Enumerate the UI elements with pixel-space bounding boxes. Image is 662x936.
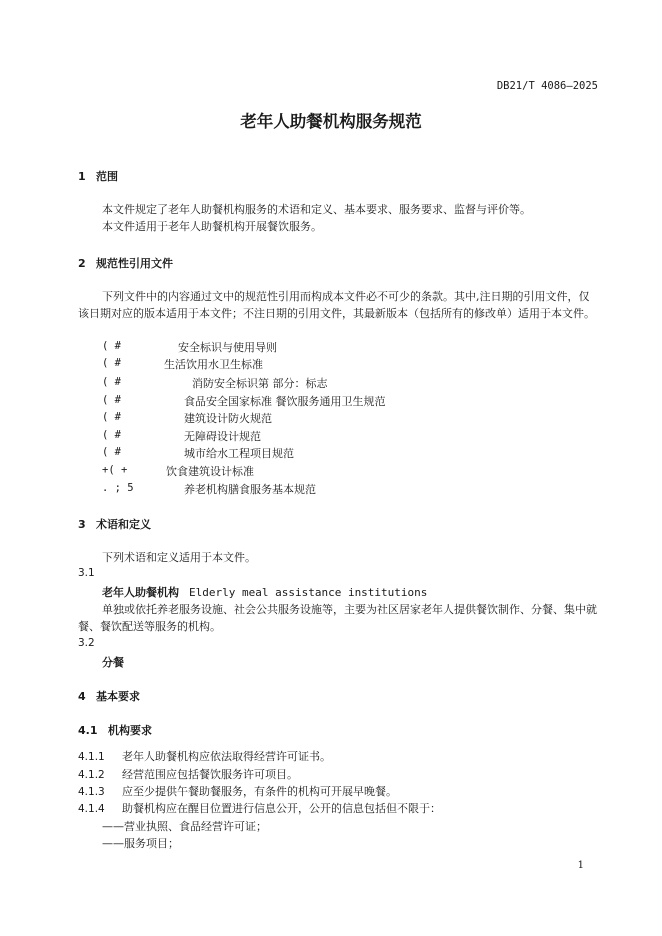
subsection-title: 机构要求 xyxy=(108,724,152,737)
reference-title: 安全标识与使用导则 xyxy=(178,341,277,354)
term-definition: 单独或依托养老服务设施、社会公共服务设施等，主要为社区居家老年人提供餐饮制作、分餐、集中就餐、餐饮配送等服务的机构。 xyxy=(78,603,597,633)
section-number: 3 xyxy=(78,518,86,531)
reference-code: ( # xyxy=(102,446,121,458)
clause xyxy=(78,800,441,816)
section-number: 2 xyxy=(78,257,86,270)
clause xyxy=(78,766,298,782)
clause xyxy=(78,748,331,764)
term-english: Elderly meal assistance institutions xyxy=(189,586,428,599)
section-number: 1 xyxy=(78,170,86,183)
page-number: 1 xyxy=(577,860,584,871)
subsection-number: 4.1 xyxy=(78,724,98,737)
section-4-heading xyxy=(78,688,140,704)
section-1-heading xyxy=(78,168,118,184)
reference-code: ( # xyxy=(102,411,121,423)
document-title: 老年人助餐机构服务规范 xyxy=(240,112,422,131)
clause-number: 4.1.3 xyxy=(78,786,105,798)
section-title: 术语和定义 xyxy=(96,518,151,531)
section-3-heading xyxy=(78,516,151,532)
reference-code: ( # xyxy=(102,394,121,406)
clause-text: 老年人助餐机构应依法取得经营许可证书。 xyxy=(122,750,331,763)
section-title: 基本要求 xyxy=(96,690,140,703)
reference-title: 食品安全国家标准 餐饮服务通用卫生规范 xyxy=(184,395,386,408)
reference-code: ( # xyxy=(102,340,121,352)
term-heading xyxy=(102,584,427,600)
section-title: 范围 xyxy=(96,170,118,183)
reference-title: 无障碍设计规范 xyxy=(184,430,261,443)
reference-code: ( # xyxy=(102,357,121,369)
reference-code: . ; 5 xyxy=(102,482,134,494)
document-code: DB21/T 4086—2025 xyxy=(496,80,598,92)
reference-title: 饮食建筑设计标准 xyxy=(166,465,254,478)
term-chinese: 老年人助餐机构 xyxy=(102,586,179,599)
term-number: 3.2 xyxy=(78,637,95,649)
section-title: 规范性引用文件 xyxy=(96,257,173,270)
reference-code: ( # xyxy=(102,429,121,441)
clause-number: 4.1.2 xyxy=(78,769,105,781)
clause-number: 4.1.4 xyxy=(78,803,105,815)
clause xyxy=(78,783,397,799)
list-item: ——服务项目； xyxy=(102,837,179,850)
clause-number: 4.1.1 xyxy=(78,751,105,763)
terms-intro: 下列术语和定义适用于本文件。 xyxy=(102,551,256,564)
term-chinese: 分餐 xyxy=(102,656,124,669)
section-number: 4 xyxy=(78,690,86,703)
term-number: 3.1 xyxy=(78,567,95,579)
term-heading xyxy=(102,654,124,670)
scope-paragraph-2: 本文件适用于老年人助餐机构开展餐饮服务。 xyxy=(102,220,322,233)
subsection-4-1-heading xyxy=(78,722,152,738)
reference-code: +( + xyxy=(102,464,128,476)
clause-text: 经营范围应包括餐饮服务许可项目。 xyxy=(122,768,298,781)
references-intro: 下列文件中的内容通过文中的规范性引用而构成本文件必不可少的条款。其中,注日期的引用文件，仅该日期对应的版本适用于本文件；不注日期的引用文件，其最新版本（包括所有的修改单）适用于本文件。 xyxy=(78,290,595,320)
section-2-heading xyxy=(78,255,173,271)
reference-title: 生活饮用水卫生标准 xyxy=(164,358,263,371)
clause-text: 应至少提供午餐助餐服务，有条件的机构可开展早晚餐。 xyxy=(122,785,397,798)
reference-title: 建筑设计防火规范 xyxy=(184,412,272,425)
list-item: ——营业执照、食品经营许可证； xyxy=(102,820,267,833)
reference-title: 消防安全标识第 部分：标志 xyxy=(192,377,328,390)
reference-title: 城市给水工程项目规范 xyxy=(184,447,294,460)
reference-code: ( # xyxy=(102,376,121,388)
scope-paragraph-1: 本文件规定了老年人助餐机构服务的术语和定义、基本要求、服务要求、监督与评价等。 xyxy=(102,203,531,216)
clause-text: 助餐机构应在醒目位置进行信息公开，公开的信息包括但不限于： xyxy=(122,802,441,815)
reference-title: 养老机构膳食服务基本规范 xyxy=(184,483,316,496)
